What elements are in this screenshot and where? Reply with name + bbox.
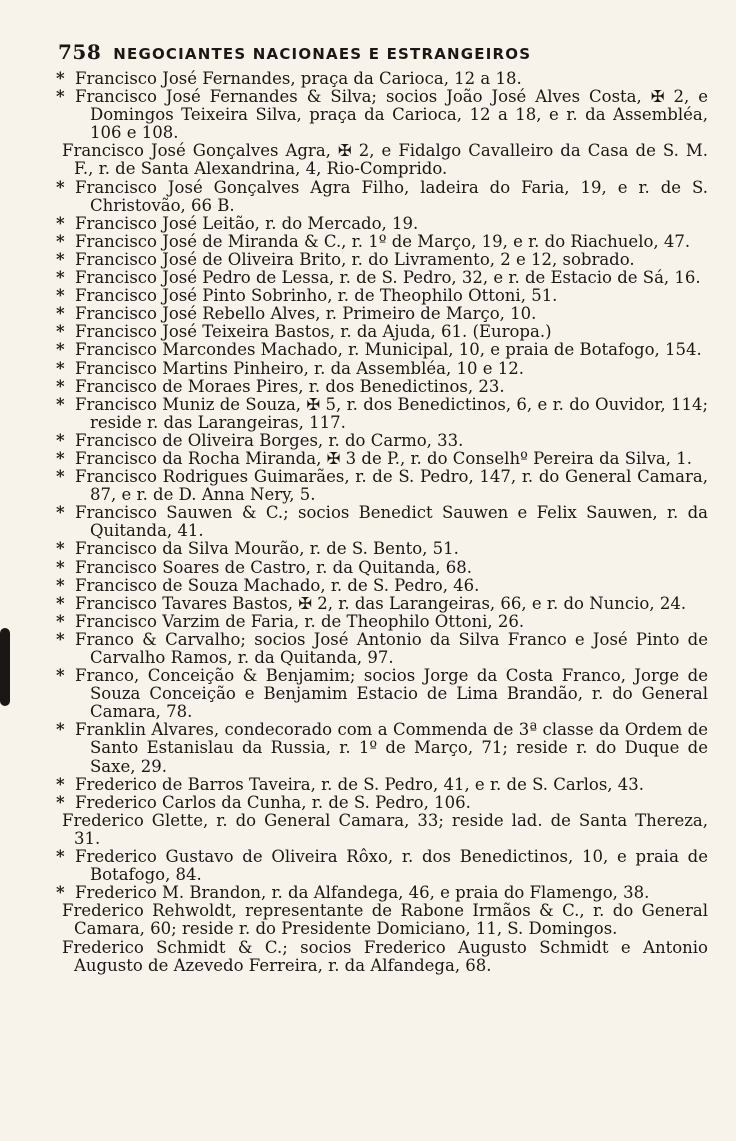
entry-text: Francisco Sauwen & C.; socios Benedict Sauwen e Felix Sauwen, r. da Quitanda, 41. — [75, 503, 708, 541]
entry-text: Francisco José Gonçalves Agra, ✠ 2, e Fidalgo Cavalleiro da Casa de S. M. F., r. de Santa Alexandrina, 4, Rio-Comprido. — [62, 141, 708, 179]
asterisk-marker: * — [56, 539, 65, 559]
directory-entry — [56, 666, 708, 722]
entry-text: Francisco José Pinto Sobrinho, r. de Theophilo Ottoni, 51. — [75, 286, 558, 306]
entry-text: Francisco José de Miranda & C., r. 1º de Março, 19, e r. do Riachuelo, 47. — [75, 231, 691, 251]
entry-text: Francisco José Gonçalves Agra Filho, ladeira do Faria, 19, e r. de S. Christovão, 66 B. — [75, 177, 708, 215]
entry-text: Frederico M. Brandon, r. da Alfandega, 46, e praia do Flamengo, 38. — [75, 883, 650, 903]
entry-text: Francisco Rodrigues Guimarães, r. de S. Pedro, 147, r. do General Camara, 87, e r. de D. Anna Nery, 5. — [75, 467, 708, 505]
binding-mark — [0, 628, 10, 706]
asterisk-marker: * — [56, 503, 65, 523]
directory-entry — [62, 902, 708, 938]
asterisk-marker: * — [56, 774, 65, 794]
entry-text: Francisco José de Oliveira Brito, r. do Livramento, 2 e 12, sobrado. — [75, 249, 635, 269]
entry-text: Francisco Martins Pinheiro, r. da Assembléa, 10 e 12. — [75, 358, 524, 378]
asterisk-marker: * — [56, 394, 65, 414]
directory-entry — [56, 503, 708, 541]
directory-entry — [56, 69, 708, 88]
directory-entry — [56, 575, 708, 595]
asterisk-marker: * — [56, 847, 65, 867]
directory-entry — [56, 611, 708, 631]
entry-text: Francisco da Rocha Miranda, ✠ 3 de P., r. do Conselhº Pereira da Silva, 1. — [75, 448, 692, 468]
directory-entry — [56, 883, 708, 903]
entry-text: Francisco Soares de Castro, r. da Quitanda, 68. — [75, 557, 472, 577]
directory-entry — [56, 213, 708, 233]
entry-text: Francisco Varzim de Faria, r. de Theophilo Ottoni, 26. — [75, 611, 525, 631]
asterisk-marker: * — [56, 376, 65, 396]
asterisk-marker: * — [56, 720, 65, 740]
directory-list — [56, 69, 708, 975]
entry-text: Francisco Muniz de Souza, ✠ 5, r. dos Benedictinos, 6, e r. do Ouvidor, 114; reside r. das Larangeiras, 117. — [75, 394, 708, 432]
directory-entry — [56, 557, 708, 577]
directory-entry — [56, 358, 708, 378]
entry-text: Frederico Schmidt & C.; socios Frederico Augusto Schmidt e Antonio Augusto de Azevedo Ferreira, r. da Alfandega, 68. — [62, 937, 708, 975]
entry-text: Franco & Carvalho; socios José Antonio da Silva Franco e José Pinto de Carvalho Ramos, r. da Quitanda, 97. — [75, 629, 708, 667]
asterisk-marker: * — [56, 213, 65, 233]
entry-text: Franklin Alvares, condecorado com a Commenda de 3ª classe da Ordem de Santo Estanislau da Russia, r. 1º de Março, 71; reside r. do Duque de Saxe, 29. — [75, 720, 708, 776]
directory-entry — [56, 304, 708, 324]
asterisk-marker: * — [56, 430, 65, 450]
page-title: NEGOCIANTES NACIONAES E ESTRANGEIROS — [113, 45, 532, 63]
entry-text: Francisco José Rebello Alves, r. Primeiro de Março, 10. — [75, 304, 537, 324]
directory-entry — [56, 629, 708, 667]
entry-text: Francisco de Moraes Pires, r. dos Benedictinos, 23. — [75, 376, 505, 396]
directory-entry — [56, 376, 708, 396]
directory-entry — [56, 286, 708, 306]
asterisk-marker: * — [56, 557, 65, 577]
asterisk-marker: * — [56, 268, 65, 288]
directory-entry — [56, 774, 708, 794]
asterisk-marker: * — [56, 611, 65, 631]
asterisk-marker: * — [56, 286, 65, 306]
entry-text: Frederico Gustavo de Oliveira Rôxo, r. dos Benedictinos, 10, e praia de Botafogo, 84. — [75, 847, 708, 885]
directory-entry — [62, 812, 708, 848]
asterisk-marker: * — [56, 87, 65, 107]
asterisk-marker: * — [56, 231, 65, 251]
directory-entry — [56, 430, 708, 450]
asterisk-marker: * — [56, 304, 65, 324]
directory-entry — [56, 322, 708, 342]
asterisk-marker: * — [56, 883, 65, 903]
page-number: 758 — [58, 40, 102, 64]
directory-entry — [56, 177, 708, 215]
directory-entry — [56, 249, 708, 269]
entry-text: Francisco José Leitão, r. do Mercado, 19. — [75, 213, 419, 233]
entry-text: Francisco de Souza Machado, r. de S. Pedro, 46. — [75, 575, 480, 595]
asterisk-marker: * — [56, 448, 65, 468]
asterisk-marker: * — [56, 666, 65, 686]
directory-entry — [56, 448, 708, 468]
entry-text: Franco, Conceição & Benjamim; socios Jorge da Costa Franco, Jorge de Souza Conceição e Benjamim Estacio de Lima Brandão, r. do General Camara, 78. — [75, 666, 708, 722]
directory-entry — [56, 394, 708, 432]
asterisk-marker: * — [56, 177, 65, 197]
entry-text: Francisco da Silva Mourão, r. de S. Bento, 51. — [75, 539, 459, 559]
asterisk-marker: * — [56, 792, 65, 812]
asterisk-marker: * — [56, 69, 65, 88]
directory-entry — [56, 720, 708, 776]
directory-entry — [56, 847, 708, 885]
asterisk-marker: * — [56, 249, 65, 269]
entry-text: Frederico Rehwoldt, representante de Rabone Irmãos & C., r. do General Camara, 60; reside r. do Presidente Domiciano, 11, S. Domingos. — [62, 901, 708, 939]
directory-entry — [56, 340, 708, 360]
entry-text: Frederico Carlos da Cunha, r. de S. Pedro, 106. — [75, 792, 471, 812]
entry-text: Francisco José Pedro de Lessa, r. de S. Pedro, 32, e r. de Estacio de Sá, 16. — [75, 268, 701, 288]
asterisk-marker: * — [56, 629, 65, 649]
entry-text: Frederico Glette, r. do General Camara, 33; reside lad. de Santa Thereza, 31. — [62, 810, 708, 848]
directory-entry — [56, 539, 708, 559]
entry-text: Frederico de Barros Taveira, r. de S. Pedro, 41, e r. de S. Carlos, 43. — [75, 774, 645, 794]
asterisk-marker: * — [56, 593, 65, 613]
asterisk-marker: * — [56, 340, 65, 360]
entry-text: Francisco José Fernandes & Silva; socios João José Alves Costa, ✠ 2, e Domingos Teixeira Silva, praça da Carioca, 12 a 18, e r. da Assembléa, 106 e 108. — [75, 87, 708, 143]
directory-entry — [56, 87, 708, 143]
asterisk-marker: * — [56, 358, 65, 378]
entry-text: Francisco José Fernandes, praça da Carioca, 12 a 18. — [75, 69, 522, 88]
directory-entry — [62, 142, 708, 178]
asterisk-marker: * — [56, 322, 65, 342]
directory-entry — [56, 593, 708, 613]
directory-entry — [62, 939, 708, 975]
page-header — [58, 40, 696, 64]
asterisk-marker: * — [56, 467, 65, 487]
entry-text: Francisco José Teixeira Bastos, r. da Ajuda, 61. (Europa.) — [75, 322, 552, 342]
entry-text: Francisco de Oliveira Borges, r. do Carmo, 33. — [75, 430, 464, 450]
directory-entry — [56, 467, 708, 505]
entry-text: Francisco Tavares Bastos, ✠ 2, r. das Larangeiras, 66, e r. do Nuncio, 24. — [75, 593, 687, 613]
asterisk-marker: * — [56, 575, 65, 595]
directory-entry — [56, 268, 708, 288]
directory-entry — [56, 231, 708, 251]
directory-entry — [56, 792, 708, 812]
entry-text: Francisco Marcondes Machado, r. Municipal, 10, e praia de Botafogo, 154. — [75, 340, 702, 360]
